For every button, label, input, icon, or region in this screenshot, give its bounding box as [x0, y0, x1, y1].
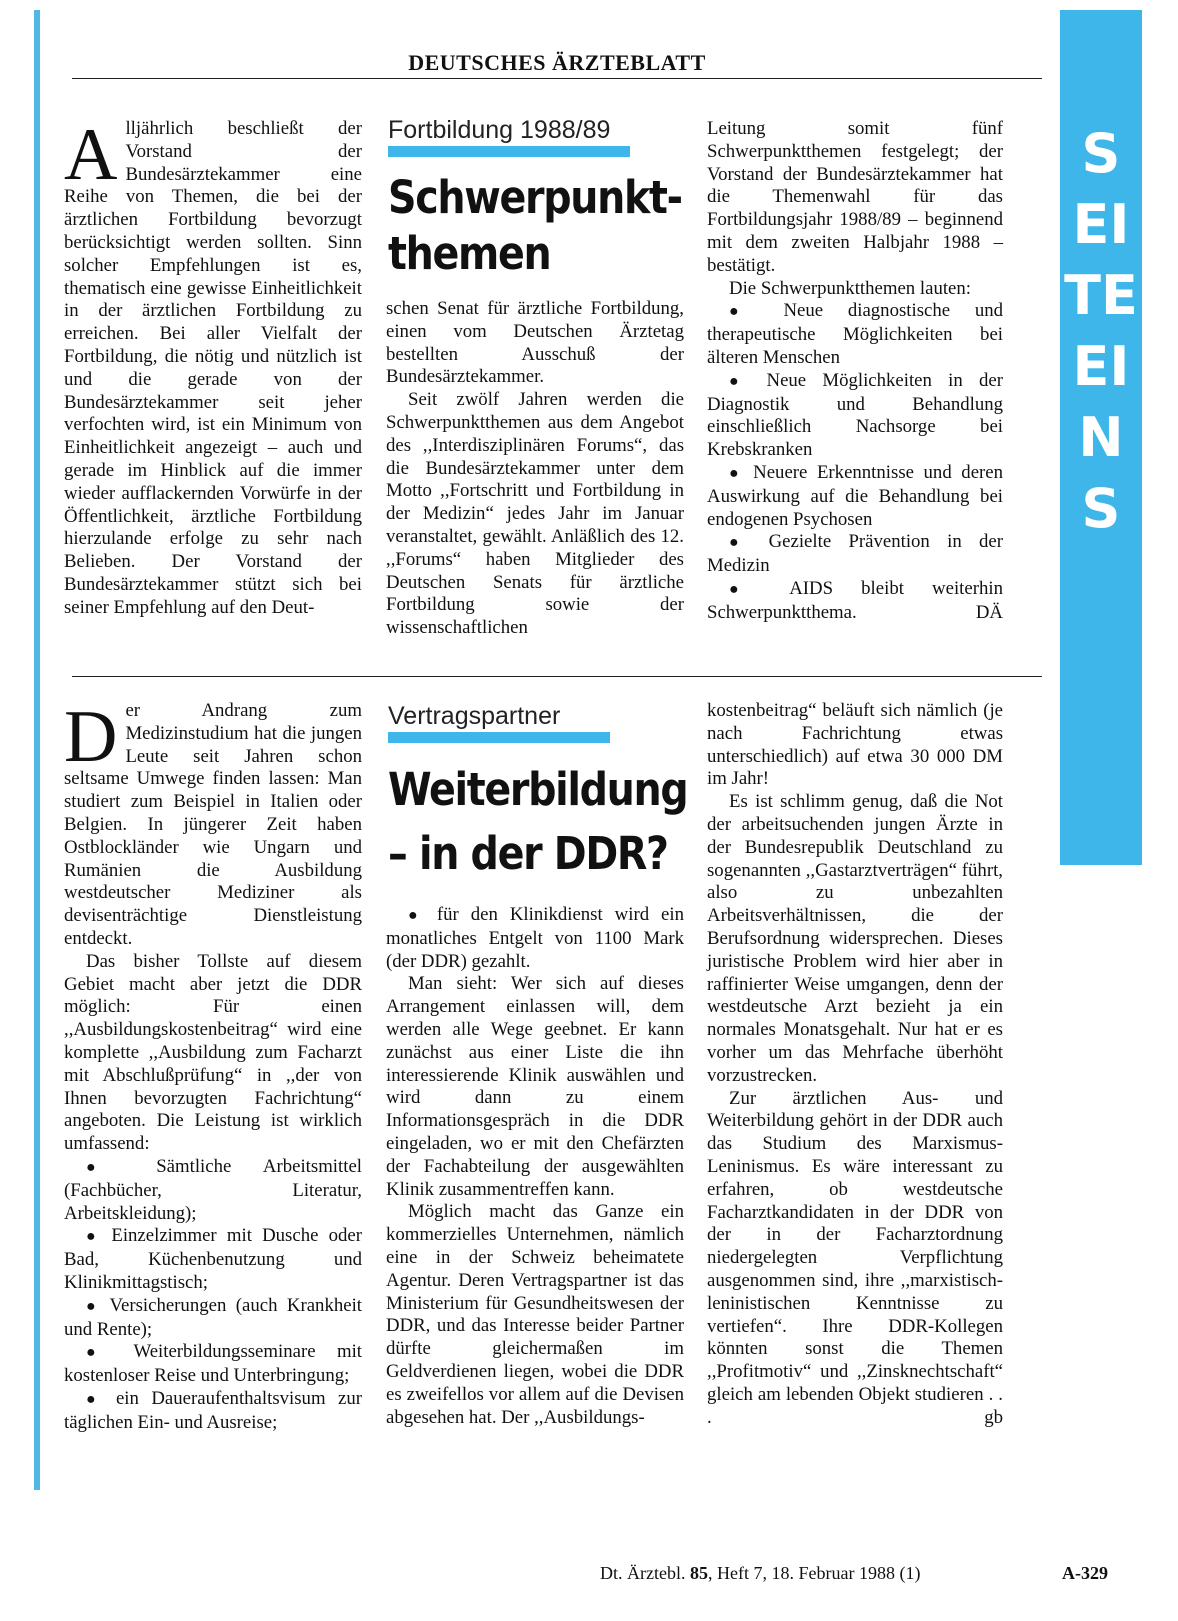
bullet-icon: ●: [86, 1158, 124, 1176]
benefit-item: ● Sämtliche Arbeitsmittel (Fachbücher, Literatur, Arbeitskleidung);: [64, 1155, 363, 1224]
bullet-icon: ●: [729, 580, 763, 598]
benefit-item: ● Versicherungen (auch Krankheit und Rente);: [64, 1294, 363, 1340]
topic-item: ● AIDS bleibt weiterhin Schwerpunktthema. DÄ: [707, 577, 1003, 623]
article2-kicker-bar: [388, 732, 610, 743]
bullet-icon: ●: [408, 907, 425, 924]
paragraph: Es ist schlimm genug, daß die Not der arbeitsuchenden jungen Ärzte in der Bundesrepublik Deutschland zu sogenannten ,,Gastarztverträgen“ führt, also zu unbezahlten Arbeitsverhältnissen, die der Berufsordnung widersprechen. Dieses juristische Problem wird hier aber in raffinierter Weise umgangen, denn der westdeutsche Arzt bezieht ja ein normales Monatsgehalt. Nur hat er es vorher um das Mehrfache überhöht vorzustrecken.: [707, 791, 1003, 1086]
paragraph: Zur ärztlichen Aus- und Weiterbildung gehört in der DDR auch das Studium des Marxismus-Leninismus. Es wäre interessant zu erfahren, ob westdeutsche Facharztkandidaten in der DDR von der in der Facharztordnung niedergelegten Verpflichtung ausgenommen sind, ihre ,,marxistisch-leninistischen Kenntnisse zu vertiefen“. Ihre DDR-Kollegen könnten sonst die Themen ,,Profitmotiv“ und ,,Zinsknechtschaft“ gleich am lebenden Objekt studieren . . .: [707, 1087, 1003, 1428]
article1-lead-text: lljährlich beschließt der Vorstand der Bundesärztekammer eine Reihe von Themen, die bei der ärztlichen Fortbildung bevorzugt berücksichtigt werden sollten. Sinn solcher Empfehlungen ist es, thematisch eine gewisse Einheitlichkeit in der ärztlichen Fortbildung zu erreichen. Bei aller Vielfalt der Fortbildung, die nötig und nützlich ist und die gerade von der Bundesärztekammer seit jeher verfochten wird, ist ein Minimum von Einheitlichkeit angezeigt – auch und gerade im Hinblick auf die immer wieder aufflackernden Vorwürfe in der Öffentlichkeit, ärztliche Fortbildung hierzulande erfolge zu sehr nach Belieben. Der Vorstand der Bundesärztekammer stützt sich bei seiner Empfehlung auf den Deut-: [64, 118, 362, 618]
paragraph: Möglich macht das Ganze ein kommerzielles Unternehmen, nämlich eine in der Schweiz beheimatete Agentur. Deren Vertragspartner ist das Ministerium für Gesundheitswesen der DDR, und das Interesse beider Partner dürfte gleichermaßen im Geldverdienen liegen, wobei die DDR es zweifellos vor allem auf die Devisen abgesehen hat. Der ,,Ausbildungs-: [386, 1201, 684, 1428]
bullet-icon: ●: [729, 534, 752, 552]
benefit-item: ● Weiterbildungsseminare mit kostenloser Reise und Unterbringung;: [64, 1341, 362, 1387]
topic-item: ● Neuere Erkenntnisse und deren Auswirkung auf die Behandlung bei endogenen Psychosen: [707, 461, 1004, 530]
benefit-item: ● für den Klinikdienst wird ein monatliches Entgelt von 1100 Mark (der DDR) gezahlt.: [386, 904, 684, 972]
bullet-icon: ●: [729, 303, 759, 321]
headline-line: Weiterbildung: [388, 763, 688, 816]
paragraph: Das bisher Tollste auf diesem Gebiet macht aber jetzt die DDR möglich: Für einen ,,Ausbildungskostenbeitrag“ wird eine komplette ,,Ausbildung zum Facharzt mit Abschlußprüfung“ in ,,der von Ihnen bevorzugten Fachrichtung“ angeboten. Die Leistung ist wirklich umfassend:: [64, 950, 362, 1155]
paragraph: kostenbeitrag“ beläuft sich nämlich (je nach Fachrichtung etwas unterschiedlich) auf etwa 30 000 DM im Jahr!: [707, 700, 1003, 790]
article2-column-2: [386, 904, 684, 1429]
article1-headline: Schwerpunkt-themen: [388, 171, 682, 280]
article1-column-3: [707, 118, 1003, 625]
page-number: A-329: [1062, 1563, 1108, 1583]
masthead-rule: [72, 78, 1042, 79]
side-tab-label: SEITE EINS: [1064, 122, 1138, 540]
article1-kicker: Fortbildung 1988/89: [388, 116, 611, 144]
paragraph: Die Schwerpunktthemen lauten:: [729, 277, 972, 299]
dropcap: D: [64, 696, 118, 778]
bullet-icon: ●: [86, 1344, 113, 1362]
benefit-item: ● ein Daueraufenthaltsvisum zur täglichen Ein- und Ausreise;: [64, 1387, 363, 1433]
paragraph: Leitung somit fünf Schwerpunktthemen festgelegt; der Vorstand der Bundesärztekammer hat die Themenwahl für das Fortbildungsjahr 1988/89 – beginnend mit dem zweiten Halbjahr 1988 – bestätigt.: [707, 118, 1003, 276]
bullet-icon: ●: [729, 372, 751, 390]
bullet-icon: ●: [86, 1297, 101, 1315]
paragraph: Seit zwölf Jahren werden die Schwerpunktthemen aus dem Angebot des ,,Interdisziplinären Forums“, das die Bundesärztekammer unter dem Motto ,,Fortschritt und Fortbildung in der Medizin“ jedes Jahr im Januar veranstaltet, gewählt. Anläßlich des 12. ,,Forums“ haben Mitglieder des Deutschen Senats für ärztliche Fortbildung sowie der wissenschaftlichen: [386, 389, 684, 639]
dropcap: A: [64, 114, 118, 196]
article-divider: [72, 676, 1042, 677]
benefit-item: ● Einzelzimmer mit Dusche oder Bad, Küchenbenutzung und Klinikmittagstisch;: [64, 1225, 362, 1293]
paragraph: schen Senat für ärztliche Fortbildung, einen vom Deutschen Ärztetag bestellten Ausschuß der Bundesärztekammer.: [386, 298, 684, 388]
bullet-icon: ●: [729, 464, 744, 482]
paragraph: Man sieht: Wer sich auf dieses Arrangement einlassen will, dem werden alle Wege geebnet. Er kann zunächst aus einer Liste die ihn interessierende Klinik auswählen und wird dann zu einem Informationsgespräch in die DDR eingeladen, wo er mit den Chefärzten der Fachabteilung der ausgewählten Klinik zusammentreffen kann.: [386, 973, 684, 1200]
article2-column-1: [64, 696, 363, 1435]
article1-kicker-bar: [388, 146, 630, 157]
article1-column-1: [64, 114, 362, 620]
footer-citation: Dt. Ärztebl. 85, Heft 7, 18. Februar 1988 (1): [600, 1563, 921, 1583]
article2-headline: [388, 762, 688, 882]
article1-signature: DÄ: [975, 601, 1003, 623]
article2-signature: gb: [984, 1406, 1003, 1428]
article1-column-2: [386, 298, 684, 640]
topic-item: ● Neue Möglichkeiten in der Diagnostik und Behandlung einschließlich Nachsorge bei Krebskranken: [707, 369, 1004, 461]
article2-lead-text: er Andrang zum Medizinstudium hat die jungen Leute seit Jahren schon seltsame Umwege finden lassen: Man studiert zum Beispiel in Italien oder Belgien. In jüngerer Zeit haben Ostblockländer wie Ungarn und Rumänien die Ausbildung westdeutscher Mediziner als devisenträchtige Dienstleistung entdeckt.: [64, 700, 362, 949]
article2-column-3: [707, 700, 1003, 1430]
bullet-icon: ●: [86, 1390, 104, 1408]
topic-item: ● Gezielte Prävention in der Medizin: [707, 531, 1004, 577]
margin-accent-bar: [34, 10, 40, 1490]
article2-kicker: Vertragspartner: [388, 702, 561, 730]
masthead: DEUTSCHES ÄRZTEBLATT: [408, 50, 706, 75]
headline-line: – in der DDR?: [388, 827, 668, 880]
bullet-icon: ●: [86, 1228, 102, 1246]
topic-item: ● Neue diagnostische und therapeutische Möglichkeiten bei älteren Menschen: [707, 300, 1003, 368]
